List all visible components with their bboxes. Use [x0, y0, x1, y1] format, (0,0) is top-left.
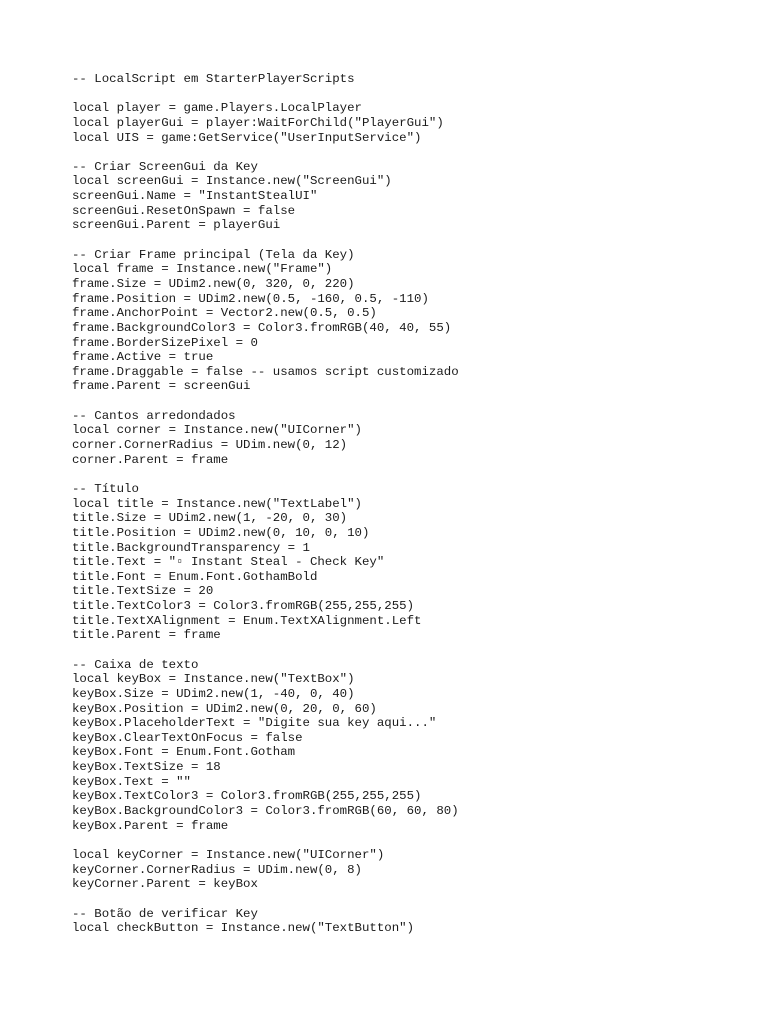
code-line: title.Parent = frame	[72, 628, 221, 643]
code-line: keyBox.Font = Enum.Font.Gotham	[72, 745, 296, 760]
code-line: local corner = Instance.new("UICorner")	[72, 423, 362, 438]
blank-line	[72, 87, 742, 102]
code-line: screenGui.Parent = playerGui	[72, 218, 281, 233]
code-line: frame.Parent = screenGui	[72, 379, 251, 394]
code-line: frame.AnchorPoint = Vector2.new(0.5, 0.5)	[72, 306, 377, 321]
code-line: screenGui.Name = "InstantStealUI"	[72, 189, 318, 204]
code-line: -- Título	[72, 481, 139, 496]
code-line: keyBox.ClearTextOnFocus = false	[72, 730, 303, 745]
code-line: keyBox.Parent = frame	[72, 818, 229, 833]
code-block	[72, 907, 742, 936]
code-line: keyCorner.CornerRadius = UDim.new(0, 8)	[72, 862, 362, 877]
code-line: local keyBox = Instance.new("TextBox")	[72, 672, 355, 687]
code-line: frame.BorderSizePixel = 0	[72, 335, 258, 350]
code-line: title.Text = "▫ Instant Steal - Check Key"	[72, 555, 385, 570]
code-line: -- LocalScript em StarterPlayerScripts	[72, 72, 355, 86]
code-block	[72, 160, 742, 233]
code-line: frame.Position = UDim2.new(0.5, -160, 0.5, -110)	[72, 291, 429, 306]
code-line: keyBox.TextColor3 = Color3.fromRGB(255,255,255)	[72, 789, 422, 804]
code-line: keyBox.PlaceholderText = "Digite sua key aqui..."	[72, 716, 437, 731]
code-line: title.Font = Enum.Font.GothamBold	[72, 569, 318, 584]
code-line: -- Cantos arredondados	[72, 408, 236, 423]
blank-line	[72, 892, 742, 907]
blank-line	[72, 833, 742, 848]
code-block	[72, 482, 742, 643]
code-line: title.TextXAlignment = Enum.TextXAlignment.Left	[72, 613, 422, 628]
code-line: local title = Instance.new("TextLabel")	[72, 496, 362, 511]
code-line: local player = game.Players.LocalPlayer	[72, 101, 362, 116]
blank-line	[72, 145, 742, 160]
code-block	[72, 248, 742, 394]
blank-line	[72, 233, 742, 248]
code-block	[72, 409, 742, 468]
code-line: -- Caixa de texto	[72, 657, 199, 672]
code-line: keyBox.Position = UDim2.new(0, 20, 0, 60)	[72, 701, 377, 716]
code-line: -- Botão de verificar Key	[72, 906, 258, 921]
code-line: screenGui.ResetOnSpawn = false	[72, 203, 296, 218]
code-block	[72, 848, 742, 892]
code-line: -- Criar ScreenGui da Key	[72, 159, 258, 174]
code-line: local UIS = game:GetService("UserInputService")	[72, 130, 422, 145]
blank-line	[72, 394, 742, 409]
code-listing	[72, 72, 742, 936]
code-line: keyBox.Size = UDim2.new(1, -40, 0, 40)	[72, 686, 355, 701]
code-line: frame.Size = UDim2.new(0, 320, 0, 220)	[72, 276, 355, 291]
code-line: local frame = Instance.new("Frame")	[72, 262, 333, 277]
code-block	[72, 658, 742, 834]
code-line: local playerGui = player:WaitForChild("PlayerGui")	[72, 115, 444, 130]
code-line: title.Size = UDim2.new(1, -20, 0, 30)	[72, 511, 348, 526]
code-line: frame.Active = true	[72, 350, 214, 365]
code-line: keyBox.BackgroundColor3 = Color3.fromRGB(60, 60, 80)	[72, 804, 459, 819]
code-line: local screenGui = Instance.new("ScreenGui")	[72, 174, 392, 189]
code-line: title.TextSize = 20	[72, 584, 214, 599]
code-line: title.Position = UDim2.new(0, 10, 0, 10)	[72, 525, 370, 540]
code-line: local keyCorner = Instance.new("UICorner")	[72, 847, 385, 862]
code-line: title.BackgroundTransparency = 1	[72, 540, 310, 555]
code-block	[72, 72, 742, 87]
code-line: title.TextColor3 = Color3.fromRGB(255,255,255)	[72, 599, 415, 614]
code-line: frame.BackgroundColor3 = Color3.fromRGB(40, 40, 55)	[72, 320, 452, 335]
code-block	[72, 101, 742, 145]
code-line: local checkButton = Instance.new("TextButton")	[72, 921, 415, 936]
code-line: -- Criar Frame principal (Tela da Key)	[72, 247, 355, 262]
code-line: keyBox.TextSize = 18	[72, 760, 221, 775]
code-line: frame.Draggable = false -- usamos script customizado	[72, 364, 459, 379]
code-line: keyCorner.Parent = keyBox	[72, 877, 258, 892]
blank-line	[72, 643, 742, 658]
blank-line	[72, 467, 742, 482]
code-line: corner.CornerRadius = UDim.new(0, 12)	[72, 438, 348, 453]
code-line: keyBox.Text = ""	[72, 774, 191, 789]
code-line: corner.Parent = frame	[72, 452, 229, 467]
